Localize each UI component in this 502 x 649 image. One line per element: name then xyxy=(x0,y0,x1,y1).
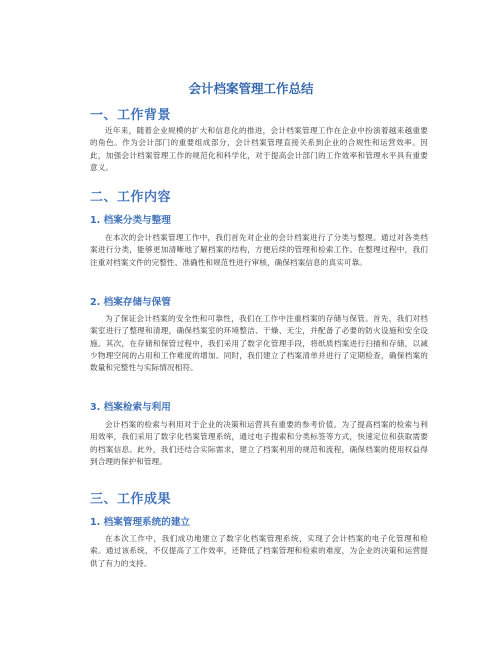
subsection-classification-paragraph: 在本次的会计档案管理工作中，我们首先对企业的会计档案进行了分类与整理。通过对各类档案进行分类，能够更加清晰地了解档案的结构，方便后续的管理和检索工作。在整理过程中，我们注重对档案文件的完整性、准确性和规范性进行审核，确保档案信息的真实可靠。 xyxy=(90,233,428,267)
section-background-paragraph: 近年来，随着企业规模的扩大和信息化的推进，会计档案管理工作在企业中扮演着越来越重要的角色。作为会计部门的重要组成部分，会计档案管理直接关系到企业的合规性和运营效率。因此，加强会计档案管理工作的规范化和科学化，对于提高会计部门的工作效率和管理水平具有重要意义。 xyxy=(90,126,428,172)
document-title: 会计档案管理工作总结 xyxy=(188,81,314,96)
section-heading-results: 三、工作成果 xyxy=(90,492,172,507)
subsection-heading-retrieval: 3. 档案检索与利用 xyxy=(90,402,171,413)
subsection-heading-classification: 1. 档案分类与整理 xyxy=(90,215,171,226)
section-heading-background: 一、工作背景 xyxy=(90,108,172,123)
subsection-system-paragraph: 在本次工作中，我们成功地建立了数字化档案管理系统，实现了会计档案的电子化管理和检索。通过该系统，不仅提高了工作效率，还降低了档案管理和检索的难度，为企业的决策和运营提供了有力的支持。 xyxy=(90,534,428,568)
section-heading-content: 二、工作内容 xyxy=(90,190,172,205)
subsection-heading-storage: 2. 档案存储与保管 xyxy=(90,297,171,308)
subsection-storage-paragraph: 为了保证会计档案的安全性和可靠性，我们在工作中注重档案的存储与保管。首先，我们对档案室进行了整理和清理，确保档案室的环境整洁、干燥、无尘，并配备了必要的防火设施和安全设施。其次，在存储和保管过程中，我们采用了数字化管理手段，将纸质档案进行扫描和存储，以减少物理空间的占用和工作难度的增加。同时，我们建立了档案清单并进行了定期检查，确保档案的数量和完整性与实际情况相符。 xyxy=(90,314,428,373)
subsection-heading-system: 1. 档案管理系统的建立 xyxy=(90,517,191,528)
subsection-retrieval-paragraph: 会计档案的检索与利用对于企业的决策和运营具有重要的参考价值。为了提高档案的检索与利用效率，我们采用了数字化档案管理系统，通过电子搜索和分类标签等方式，快速定位和获取需要的档案信息。此外，我们还结合实际需求，建立了档案利用的规范和流程，确保档案的使用权益得到合理的保护和管理。 xyxy=(90,420,428,466)
